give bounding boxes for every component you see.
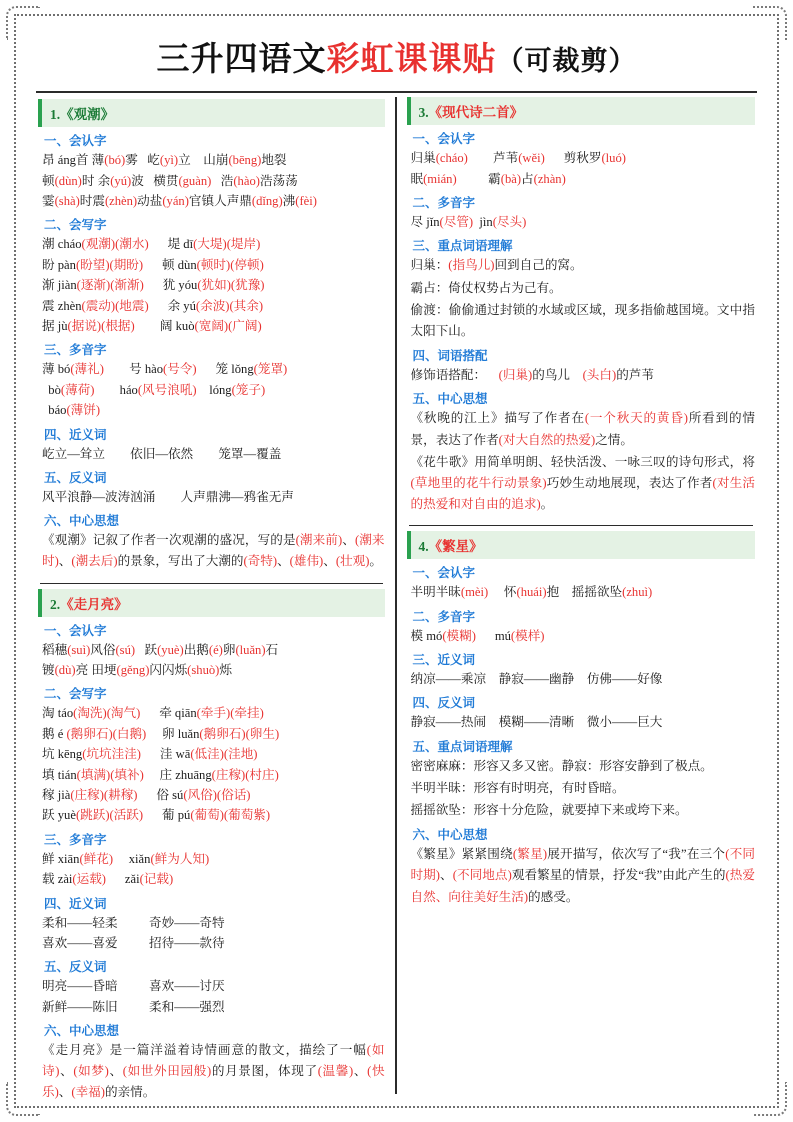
subsection-label-antonyms: 四、反义词 bbox=[412, 696, 476, 711]
row-item: 载 zài(运载) zǎi(记载) bbox=[42, 872, 174, 887]
paragraph-main-idea: 《花牛歌》用简单明朗、轻快活泼、一咏三叹的诗句形式，将(草地里的花牛行动景象)巧妙生动地展现，表达了作者(对生活的热爱和对自由的追求)。 bbox=[410, 454, 756, 512]
subsection-label-main-idea: 六、中心思想 bbox=[412, 828, 488, 843]
row-item: 霎(shà)时震(zhèn)动盐(yán)官镇人声鼎(dǐng)沸(fèi) bbox=[42, 194, 317, 209]
rows-antonyms bbox=[411, 712, 756, 732]
row-item: 归巢(cháo) 芦苇(wěi) 剪秋罗(luó) bbox=[410, 151, 626, 166]
section-header-zouyueliang bbox=[38, 589, 385, 617]
rows-write bbox=[42, 234, 385, 336]
row-item: 稻穗(suì)风俗(sú) 跃(yuè)出鹅(é)卵(luǎn)石 bbox=[42, 642, 279, 657]
paragraph-key-word: 半明半昧：形容有时明亮，有时昏暗。 bbox=[410, 780, 625, 795]
row-item: 填 tián(填满)(填补) 庄 zhuāng(庄稼)(村庄) bbox=[42, 767, 279, 782]
row-item: 柔和——轻柔 奇妙——奇特 bbox=[42, 915, 225, 930]
row-item: 昂 áng首 薄(bó)雾 屹(yì)立 山崩(bēng)地裂 bbox=[42, 153, 287, 168]
section-fanxing bbox=[407, 531, 756, 909]
rows-polyphone bbox=[411, 626, 756, 646]
rows-recognize bbox=[411, 582, 756, 602]
section-number: 1. bbox=[50, 107, 61, 123]
subsection-label-write: 二、会写字 bbox=[44, 218, 107, 233]
rows-polyphone bbox=[411, 212, 756, 232]
section-title: 《现代诗二首》 bbox=[428, 105, 524, 121]
row-item: 新鲜——陈旧 柔和——强烈 bbox=[42, 999, 225, 1014]
rows-polyphone bbox=[42, 359, 385, 420]
title-part-note: （可裁剪） bbox=[496, 46, 637, 76]
paragraph-key-word: 密密麻麻：形容又多又密。静寂：形容安静到了极点。 bbox=[410, 758, 713, 773]
row-item: 鲜 xiān(鲜花) xiǎn(鲜为人知) bbox=[42, 851, 210, 866]
subsection-label-polyphone: 三、多音字 bbox=[44, 832, 107, 847]
subsection-label-main-idea: 五、中心思想 bbox=[412, 392, 488, 407]
subsection-label-recognize: 一、会认字 bbox=[44, 134, 107, 149]
section-header-guanchao bbox=[38, 99, 385, 127]
subsection-label-recognize: 一、会认字 bbox=[412, 566, 476, 581]
rows-synonyms bbox=[411, 669, 756, 689]
row-item: 纳凉——乘凉 静寂——幽静 仿佛——好像 bbox=[410, 672, 663, 686]
rows-recognize bbox=[42, 640, 385, 681]
subsection-label-key-words: 五、重点词语理解 bbox=[412, 739, 513, 754]
row-item: 坑 kēng(坑坑洼洼) 洼 wā(低洼)(洼地) bbox=[42, 747, 258, 762]
subsection-label-recognize: 一、会认字 bbox=[412, 132, 476, 147]
subsection-label-key-words: 三、重点词语理解 bbox=[412, 239, 513, 254]
row-item: 盼 pàn(盼望)(期盼) 顿 dùn(顿时)(停顿) bbox=[42, 257, 264, 272]
subsection-label-polyphone: 三、多音字 bbox=[44, 343, 107, 358]
title-part-grade: 三升四语文 bbox=[156, 42, 327, 78]
row-item: 半明半昧(mèi) 怀(huái)抱 摇摇欲坠(zhuì) bbox=[410, 585, 653, 600]
row-item: 喜欢——喜爱 招待——款待 bbox=[42, 935, 225, 950]
section-zouyueliang bbox=[38, 589, 385, 1105]
section-number: 3. bbox=[418, 105, 429, 121]
subsection-label-main-idea: 六、中心思想 bbox=[44, 514, 120, 529]
title-part-series: 彩虹课课贴 bbox=[326, 42, 497, 78]
rows-collocation bbox=[411, 365, 756, 385]
subsection-label-synonyms: 四、近义词 bbox=[44, 427, 107, 442]
paragraph-main-idea: 《秋晚的江上》描写了作者在(一个秋天的黄昏)所看到的情景，表达了作者(对大自然的热爱)之情。 bbox=[410, 411, 756, 447]
paragraph-key-word: 归巢：(指鸟儿)回到自己的窝。 bbox=[410, 258, 583, 273]
section-number: 4. bbox=[418, 539, 429, 555]
row-item: 震 zhèn(震动)(地震) 余 yú(余波)(其余) bbox=[42, 298, 264, 313]
row-item: 渐 jiàn(逐渐)(渐渐) 犹 yóu(犹如)(犹豫) bbox=[42, 278, 265, 293]
subsection-label-recognize: 一、会认字 bbox=[44, 623, 107, 638]
right-column bbox=[397, 97, 758, 1094]
row-item: 屹立—耸立 依旧—依然 笼罩—覆盖 bbox=[42, 446, 282, 461]
row-item: 明亮——昏暗 喜欢——讨厌 bbox=[42, 979, 225, 994]
rows-write bbox=[42, 703, 385, 825]
paragraph-main-idea: 《繁星》紧紧围绕(繁星)展开描写，依次写了“我”在三个(不同时期)、(不同地点)观看繁星的情景，抒发“我”由此产生的(热爱自然、向往美好生活)的感受。 bbox=[410, 847, 756, 904]
section-number: 2. bbox=[50, 596, 61, 612]
section-divider bbox=[40, 583, 383, 584]
subsection-label-polyphone: 二、多音字 bbox=[412, 609, 476, 624]
row-item: 据 jù(据说)(根据) 阔 kuò(宽阔)(广阔) bbox=[42, 318, 262, 333]
worksheet-page bbox=[22, 22, 771, 1100]
section-guanchao bbox=[38, 97, 385, 573]
section-title: 《繁星》 bbox=[428, 539, 483, 555]
row-item: 鹅 é (鹅卵石)(白鹅) 卵 luǎn(鹅卵石)(卵生) bbox=[42, 726, 280, 741]
subsection-label-main-idea: 六、中心思想 bbox=[44, 1024, 120, 1039]
subsection-label-write: 二、会写字 bbox=[44, 687, 107, 702]
rows-recognize bbox=[42, 150, 385, 211]
row-item: 薄 bó(薄礼) 号 hào(号令) 笼 lǒng(笼罩) bbox=[42, 362, 288, 377]
paragraph-key-word: 摇摇欲坠：形容十分危险，就要掉下来或垮下来。 bbox=[410, 803, 688, 818]
section-title: 《走月亮》 bbox=[60, 596, 128, 612]
row-item: 跃 yuè(跳跃)(活跃) 葡 pú(葡萄)(葡萄紫) bbox=[42, 808, 271, 823]
section-header-xiandaishi bbox=[407, 97, 756, 125]
section-header-fanxing bbox=[407, 531, 756, 559]
row-item: 潮 cháo(观潮)(潮水) 堤 dī(大堤)(堤岸) bbox=[42, 237, 261, 252]
subsection-label-synonyms: 三、近义词 bbox=[412, 653, 476, 667]
row-item: 眠(mián) 霸(bà)占(zhàn) bbox=[410, 171, 566, 186]
left-column bbox=[36, 97, 397, 1100]
section-title: 《观潮》 bbox=[60, 107, 115, 123]
section-divider bbox=[409, 525, 754, 526]
paragraph-main-idea: 《走月亮》是一篇洋溢着诗情画意的散文，描绘了一幅(如诗)、(如梦)、(如世外田园般)的月景图，体现了(温馨)、(快乐)、(幸福)的亲情。 bbox=[42, 1043, 385, 1100]
section-xiandaishi bbox=[407, 97, 756, 516]
subsection-label-collocation: 四、词语搭配 bbox=[412, 349, 488, 364]
row-item: 静寂——热闹 模糊——清晰 微小——巨大 bbox=[410, 715, 663, 730]
subsection-label-antonyms: 五、反义词 bbox=[44, 960, 107, 975]
paragraph-key-word: 偷渡：偷偷通过封锁的水域或区域，现多指偷越国境。文中指太阳下山。 bbox=[410, 302, 755, 338]
row-item: báo(薄饼) bbox=[42, 403, 101, 418]
rows-polyphone bbox=[42, 849, 385, 890]
row-item: 稼 jià(庄稼)(耕稼) 俗 sú(风俗)(俗话) bbox=[42, 787, 251, 802]
rows-antonyms bbox=[42, 487, 385, 507]
subsection-label-antonyms: 五、反义词 bbox=[44, 470, 107, 485]
row-item: bò(薄荷) háo(风号浪吼) lóng(笼子) bbox=[42, 382, 266, 397]
paragraph-key-word: 霸占：倚仗权势占为己有。 bbox=[410, 280, 562, 295]
subsection-label-polyphone: 二、多音字 bbox=[412, 196, 476, 211]
row-item: 模 mó(模糊) mú(模样) bbox=[410, 628, 545, 643]
page-title bbox=[36, 28, 757, 93]
rows-synonyms bbox=[42, 913, 385, 954]
row-item: 修饰语搭配： (归巢)的鸟儿 (头白)的芦苇 bbox=[410, 368, 654, 383]
row-item: 淘 táo(淘洗)(淘气) 牵 qiān(牵手)(牵挂) bbox=[42, 706, 264, 721]
rows-recognize bbox=[411, 148, 756, 189]
content-columns bbox=[36, 97, 757, 1100]
subsection-label-synonyms: 四、近义词 bbox=[44, 896, 107, 911]
row-item: 镀(dù)亮 田埂(gěng)闪闪烁(shuò)烁 bbox=[42, 663, 232, 678]
row-item: 尽 jǐn(尽管) jìn(尽头) bbox=[410, 215, 527, 230]
row-item: 风平浪静—波涛汹涌 人声鼎沸—鸦雀无声 bbox=[42, 489, 294, 504]
rows-antonyms bbox=[42, 976, 385, 1017]
row-item: 顿(dùn)时 余(yú)波 横贯(guàn) 浩(hào)浩荡荡 bbox=[42, 173, 298, 188]
paragraph-main-idea: 《观潮》记叙了作者一次观潮的盛况，写的是(潮来前)、(潮来时)、(潮去后)的景象，写出了大潮的(奇特)、(雄伟)、(壮观)。 bbox=[42, 533, 385, 569]
rows-synonyms bbox=[42, 444, 385, 464]
